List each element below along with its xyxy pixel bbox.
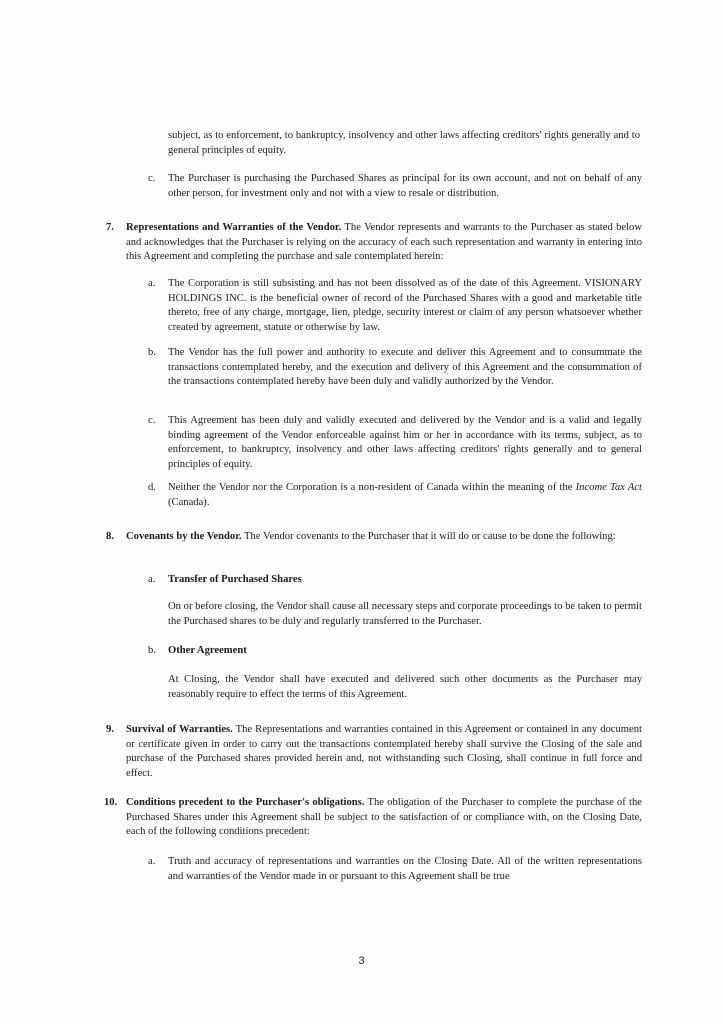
section-7a-letter: a. [148,278,156,289]
section-7a-text: The Corporation is still subsisting and has not been dissolved as of the date of this Agreement. VISIONARY HOLDINGS INC. is the beneficial owner of record of the Purchased Shares with a good and marketable title thereto, free of any charge, mortgage, lien, pledge, security interest or claim of any person whatsoever whether created by agreement, statute or otherwise by law. [168,278,642,333]
section-8a-text: On or before closing, the Vendor shall cause all necessary steps and corporate proceedings to be taken to permit the Purchased shares to be duly and regularly transferred to the Purchaser. [168,601,642,627]
section-7d-letter: d. [148,482,156,493]
section-9-number: 9. [106,724,114,735]
section-7c-letter: c. [148,415,156,426]
carry-over-paragraph: subject, as to enforcement, to bankruptcy, insolvency and other laws affecting creditors' rights generally and to general principles of equity. [168,130,640,156]
section-7-number: 7. [106,222,114,233]
section-8a-letter: a. [148,574,156,585]
section-9-title: Survival of Warranties. [126,724,233,735]
section-7b-text: The Vendor has the full power and authority to execute and deliver this Agreement and to consummate the transactions contemplated hereby, and the execution and delivery of this Agreement and the consummation of the transactions contemplated hereby have been duly and validly authorized by the Vendor. [168,347,642,387]
section-8b-heading: Other Agreement [168,645,247,656]
section-7-paragraph [126,221,642,265]
section-10-text: The obligation of the Purchaser to complete the purchase of the Purchased Shares under this Agreement shall be subject to the satisfaction of or compliance with, on the Closing Date, each of the following conditions precedent: [126,797,642,837]
income-tax-act-title: Income Tax Act [575,482,642,493]
section-8b-letter: b. [148,645,156,656]
section-8a-heading: Transfer of Purchased Shares [168,574,302,585]
section-7d-text-before: Neither the Vendor nor the Corporation is a non-resident of Canada within the meaning of the [168,482,576,493]
section-7c-text: This Agreement has been duly and validly executed and delivered by the Vendor and is a valid and legally binding agreement of the Vendor enforceable against him or her in accordance with its terms, subject, as to enforcement, to bankruptcy, insolvency and other laws affecting creditors' rights generally and to general principles of equity. [168,415,642,470]
section-8b-text: At Closing, the Vendor shall have executed and delivered such other documents as the Purchaser may reasonably require to effect the terms of this Agreement. [168,674,642,700]
section-8-title: Covenants by the Vendor. [126,531,242,542]
item-6c-text: The Purchaser is purchasing the Purchased Shares as principal for its own account, and not on behalf of any other person, for investment only and not with a view to resale or distribution. [168,173,642,199]
section-7-text: The Vendor represents and warrants to the Purchaser as stated below and acknowledges that the Purchaser is relying on the accuracy of each such representation and warranty in entering into this Agreement and completing the purchase and sale contemplated herein: [126,222,643,262]
section-10-number: 10. [104,797,118,808]
section-9-text: The Representations and warranties contained in this Agreement or contained in any document or certificate given in order to carry out the transactions contemplated hereby shall survive the Closing of the sale and purchase of the Purchased shares provided herein and, not withstanding such Closing, shall continue in full force and effect. [126,724,642,779]
section-8-paragraph [126,530,642,545]
section-7-title: Representations and Warranties of the Vendor. [126,222,342,233]
section-8-number: 8. [106,531,114,542]
section-10a-text: Truth and accuracy of representations and warranties on the Closing Date. All of the written representations and warranties of the Vendor made in or pursuant to this Agreement shall be true [168,856,642,882]
section-7d-text-after: (Canada). [168,496,210,508]
section-8-text: The Vendor covenants to the Purchaser that it will do or cause to be done the following: [241,531,616,542]
page-number: 3 [358,955,365,967]
section-10-title: Conditions precedent to the Purchaser's obligations. [126,797,365,808]
section-7d-text [168,481,642,510]
section-10-paragraph [126,796,642,840]
section-10a-letter: a. [148,856,156,867]
section-7b-letter: b. [148,347,156,358]
section-9-paragraph [126,723,642,781]
item-6c-letter: c. [148,173,156,184]
